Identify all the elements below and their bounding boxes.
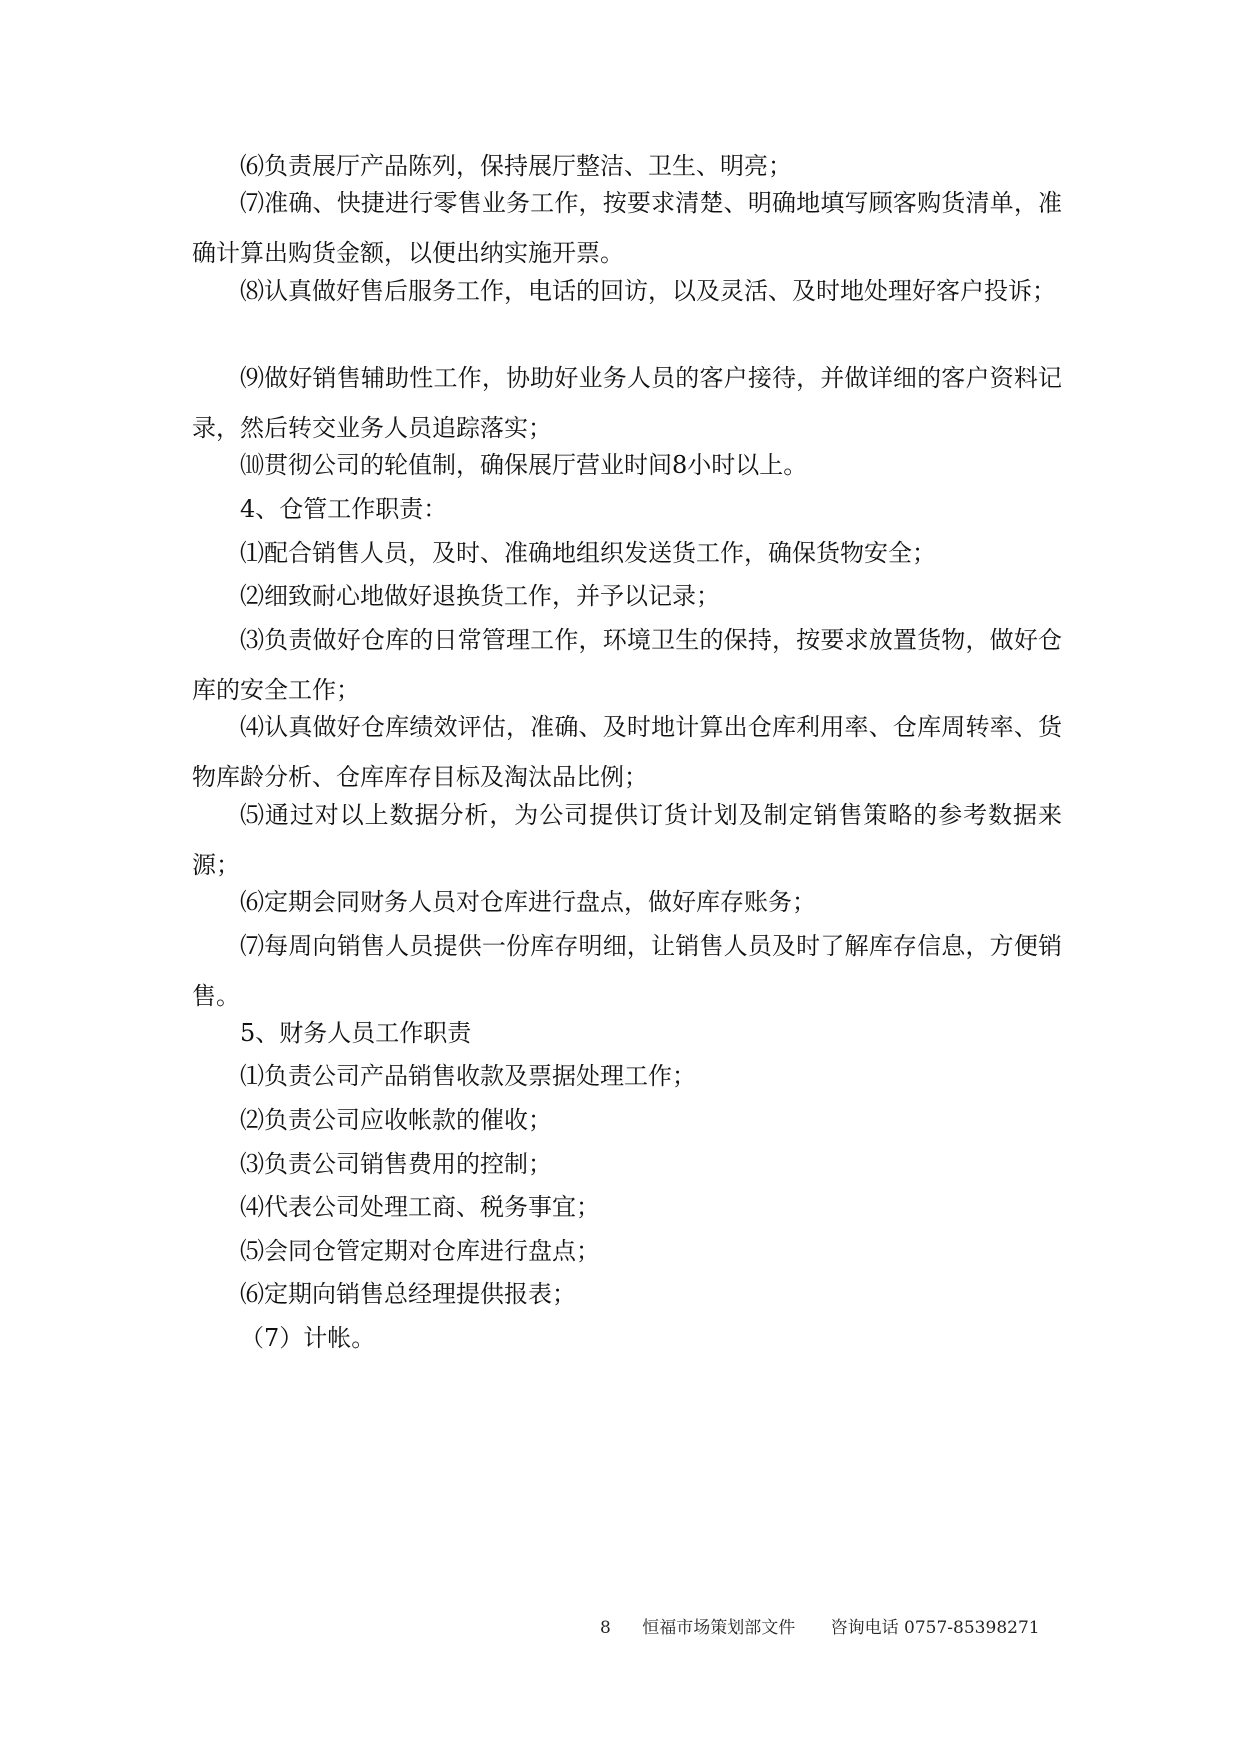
paragraph-finance-tax: ⑷代表公司处理工商、税务事宜； bbox=[240, 1193, 600, 1221]
footer-department: 恒福市场策划部文件 bbox=[642, 1618, 796, 1638]
paragraph-inventory-count: ⑹定期会同财务人员对仓库进行盘点，做好库存账务； bbox=[240, 888, 816, 916]
paragraph-showroom-display: ⑹负责展厅产品陈列，保持展厅整洁、卫生、明亮； bbox=[240, 152, 792, 180]
paragraph-retail-business: ⑺准确、快捷进行零售业务工作，按要求清楚、明确地填写顾客购货清单，准确计算出购货金额，以便出纳实施开票。 bbox=[192, 189, 1062, 267]
paragraph-warehouse-daily: ⑶负责做好仓库的日常管理工作，环境卫生的保持，按要求放置货物，做好仓库的安全工作； bbox=[192, 626, 1062, 704]
page-number: 8 bbox=[600, 1618, 611, 1638]
paragraph-rotation-duty: ⑽贯彻公司的轮值制，确保展厅营业时间8小时以上。 bbox=[240, 451, 808, 479]
paragraph-sales-support: ⑼做好销售辅助性工作，协助好业务人员的客户接待，并做详细的客户资料记录，然后转交业务人员追踪落实； bbox=[192, 364, 1062, 442]
paragraph-finance-expenses: ⑶负责公司销售费用的控制； bbox=[240, 1150, 552, 1178]
paragraph-finance-bookkeeping: （7）计帐。 bbox=[240, 1324, 376, 1352]
paragraph-finance-receivables: ⑵负责公司应收帐款的催收； bbox=[240, 1106, 552, 1134]
paragraph-weekly-inventory: ⑺每周向销售人员提供一份库存明细，让销售人员及时了解库存信息，方便销售。 bbox=[192, 932, 1062, 1010]
paragraph-finance-inventory-count: ⑸会同仓管定期对仓库进行盘点； bbox=[240, 1237, 600, 1265]
section-heading-finance: 5、财务人员工作职责 bbox=[240, 1019, 472, 1047]
page-footer bbox=[600, 1616, 1100, 1640]
paragraph-finance-reports: ⑹定期向销售总经理提供报表； bbox=[240, 1280, 576, 1308]
section-heading-warehouse: 4、仓管工作职责： bbox=[240, 495, 448, 523]
paragraph-data-analysis: ⑸通过对以上数据分析，为公司提供订货计划及制定销售策略的参考数据来源； bbox=[192, 801, 1062, 879]
paragraph-warehouse-performance: ⑷认真做好仓库绩效评估，准确、及时地计算出仓库利用率、仓库周转率、货物库龄分析、仓库库存目标及淘汰品比例； bbox=[192, 713, 1062, 791]
paragraph-warehouse-shipping: ⑴配合销售人员，及时、准确地组织发送货工作，确保货物安全； bbox=[240, 539, 936, 567]
paragraph-finance-collection: ⑴负责公司产品销售收款及票据处理工作； bbox=[240, 1062, 696, 1090]
paragraph-warehouse-returns: ⑵细致耐心地做好退换货工作，并予以记录； bbox=[240, 582, 720, 610]
paragraph-after-sales: ⑻认真做好售后服务工作，电话的回访，以及灵活、及时地处理好客户投诉； bbox=[240, 277, 1056, 305]
footer-contact: 咨询电话 0757-85398271 bbox=[830, 1618, 1040, 1638]
